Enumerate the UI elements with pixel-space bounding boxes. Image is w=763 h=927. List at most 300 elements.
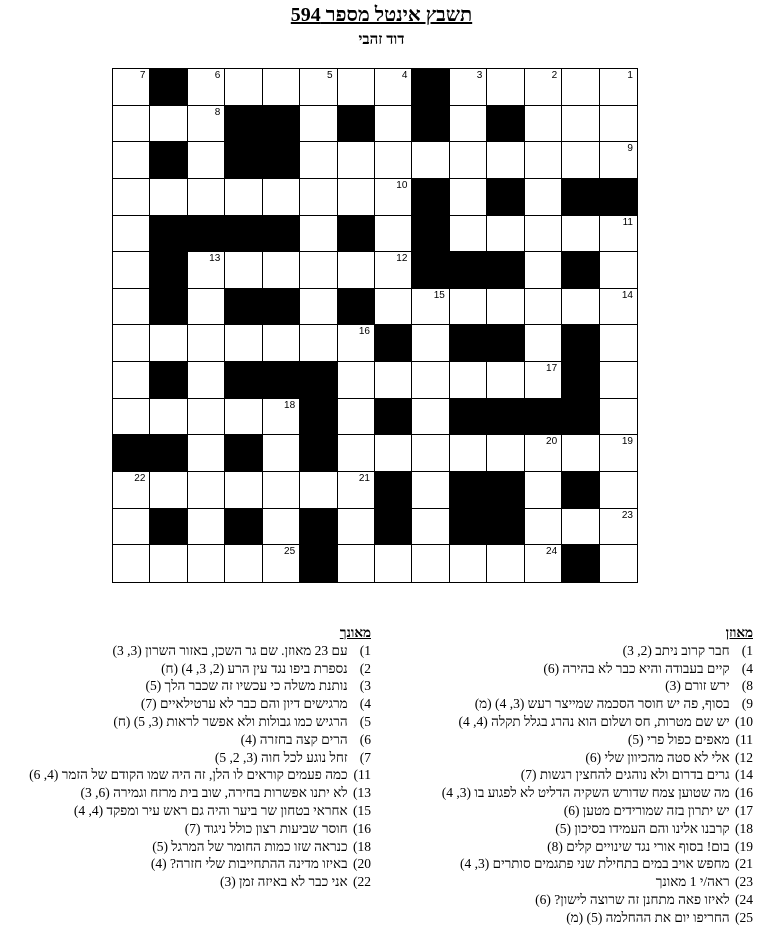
grid-cell[interactable] [562, 435, 599, 472]
clue-item [403, 838, 753, 856]
grid-cell[interactable] [188, 69, 225, 106]
clue-item [403, 677, 753, 695]
grid-cell[interactable] [562, 509, 599, 546]
grid-cell[interactable] [412, 509, 449, 546]
clue-text: נספרת ביפו נגד עין הרע (2, 3, 4) (ח) [161, 660, 348, 676]
grid-cell[interactable] [188, 435, 225, 472]
black-cell [113, 435, 150, 472]
clue-item [403, 695, 753, 713]
grid-cell[interactable] [450, 545, 487, 582]
clue-text: מחפש אויב במים בתחילת שני פתגמים סותרים (3, 4) [460, 856, 730, 872]
grid-cell[interactable] [113, 509, 150, 546]
clue-number: 22) [353, 874, 371, 890]
puzzle-author: דוד זהבי [358, 32, 405, 48]
cell-number: 5 [327, 70, 333, 81]
black-cell [263, 142, 300, 179]
grid-cell[interactable] [113, 362, 150, 399]
grid-cell[interactable] [450, 179, 487, 216]
grid-cell[interactable] [338, 142, 375, 179]
black-cell [300, 399, 337, 436]
grid-cell[interactable] [450, 289, 487, 326]
grid-cell[interactable] [338, 69, 375, 106]
grid-cell[interactable] [300, 106, 337, 143]
black-cell [450, 325, 487, 362]
grid-cell[interactable] [225, 325, 262, 362]
cell-number: 2 [551, 70, 558, 81]
grid-cell[interactable] [412, 142, 449, 179]
black-cell [338, 216, 375, 253]
black-cell [487, 106, 524, 143]
grid-cell[interactable] [300, 472, 337, 509]
clue-item [403, 660, 753, 678]
clue-text: חבר קרוב ניתב (2, 3) [622, 642, 730, 658]
clue-number: 12) [735, 749, 753, 765]
grid-cell[interactable] [188, 106, 225, 143]
cell-number: 7 [139, 70, 146, 81]
grid-cell[interactable] [113, 179, 150, 216]
black-cell [300, 362, 337, 399]
black-cell [375, 472, 412, 509]
clue-number: 23) [735, 874, 753, 890]
grid-cell[interactable] [487, 216, 524, 253]
grid-cell[interactable] [225, 545, 262, 582]
clue-text: ראה/י 1 מאונך [655, 874, 730, 890]
clue-text: עם 23 מאוזן. שם גר השכן, באזור השרון (3, 3) [112, 642, 348, 658]
down-clues [0, 624, 371, 891]
clue-number: 25) [735, 909, 753, 925]
grid-cell[interactable] [375, 545, 412, 582]
grid-cell[interactable] [300, 179, 337, 216]
grid-cell[interactable] [338, 179, 375, 216]
grid-cell[interactable] [188, 509, 225, 546]
grid-cell[interactable] [450, 362, 487, 399]
grid-cell[interactable] [338, 545, 375, 582]
grid-cell[interactable] [263, 325, 300, 362]
black-cell [150, 435, 187, 472]
clue-item [0, 731, 371, 749]
grid-cell[interactable] [600, 142, 637, 179]
grid-cell[interactable] [150, 472, 187, 509]
clue-number: 11) [353, 767, 371, 783]
grid-cell[interactable] [263, 435, 300, 472]
black-cell [338, 106, 375, 143]
grid-cell[interactable] [375, 289, 412, 326]
clue-number: 1) [359, 642, 371, 658]
clue-number: 6) [359, 731, 371, 747]
grid-cell[interactable] [600, 509, 637, 546]
grid-cell[interactable] [300, 69, 337, 106]
grid-cell[interactable] [562, 142, 599, 179]
grid-cell[interactable] [412, 289, 449, 326]
grid-cell[interactable] [525, 472, 562, 509]
black-cell [450, 509, 487, 546]
clue-item [0, 820, 371, 838]
grid-cell[interactable] [188, 472, 225, 509]
cell-number: 21 [358, 473, 370, 485]
grid-cell[interactable] [375, 362, 412, 399]
clue-number: 11) [735, 731, 753, 747]
grid-cell[interactable] [375, 142, 412, 179]
clue-number: 8) [741, 678, 753, 694]
black-cell [375, 399, 412, 436]
grid-cell[interactable] [300, 289, 337, 326]
grid-cell[interactable] [263, 509, 300, 546]
grid-cell[interactable] [375, 435, 412, 472]
black-cell [150, 289, 187, 326]
across-heading: מאוזן [725, 625, 753, 640]
grid-cell[interactable] [600, 545, 637, 582]
cell-number: 24 [546, 546, 558, 558]
grid-cell[interactable] [263, 179, 300, 216]
grid-cell[interactable] [487, 289, 524, 326]
grid-cell[interactable] [188, 252, 225, 289]
clue-item [0, 766, 371, 784]
clue-item [403, 873, 753, 891]
grid-cell[interactable] [375, 69, 412, 106]
cell-number: 6 [214, 70, 221, 81]
grid-cell[interactable] [375, 252, 412, 289]
grid-cell[interactable] [263, 545, 300, 582]
grid-cell[interactable] [338, 472, 375, 509]
black-cell [487, 179, 524, 216]
clue-number: 4) [359, 696, 371, 712]
black-cell [412, 252, 449, 289]
grid-cell[interactable] [525, 362, 562, 399]
grid-cell[interactable] [525, 252, 562, 289]
grid-cell[interactable] [225, 252, 262, 289]
clue-item [403, 766, 753, 784]
black-cell [263, 106, 300, 143]
grid-cell[interactable] [412, 325, 449, 362]
grid-cell[interactable] [600, 399, 637, 436]
grid-cell[interactable] [525, 545, 562, 582]
cell-number: 14 [621, 289, 633, 301]
black-cell [487, 325, 524, 362]
clue-text: אחראי בטחון שר ביער והיה גם ראש עיר ומפקד (4, 4) [73, 802, 348, 818]
clue-text: זחל נוגע לכל חוה (3, 2, 5) [214, 749, 348, 765]
grid-cell[interactable] [412, 435, 449, 472]
grid-cell[interactable] [600, 69, 637, 106]
grid-cell[interactable] [450, 106, 487, 143]
clue-number: 17) [735, 802, 753, 818]
black-cell [562, 362, 599, 399]
clue-number: 7) [359, 749, 371, 765]
clue-number: 18) [735, 820, 753, 836]
black-cell [562, 545, 599, 582]
grid-cell[interactable] [263, 399, 300, 436]
crossword-grid [112, 68, 638, 583]
clue-number: 13) [353, 785, 371, 801]
cell-number: 18 [284, 399, 296, 411]
cell-number: 12 [396, 253, 408, 265]
grid-cell[interactable] [525, 142, 562, 179]
clue-number: 2) [359, 660, 371, 676]
black-cell [225, 435, 262, 472]
clue-item [0, 695, 371, 713]
grid-cell[interactable] [412, 399, 449, 436]
grid-cell[interactable] [487, 142, 524, 179]
black-cell [412, 216, 449, 253]
grid-cell[interactable] [525, 325, 562, 362]
cell-number: 16 [358, 326, 370, 338]
grid-cell[interactable] [412, 472, 449, 509]
clue-item [0, 802, 371, 820]
black-cell [150, 509, 187, 546]
clue-text: בסוף, פה יש חוסר הסכמה שמייצר רעש (3, 4) (מ) [474, 696, 730, 712]
cell-number: 8 [214, 106, 221, 118]
grid-cell[interactable] [600, 252, 637, 289]
black-cell [487, 472, 524, 509]
grid-cell[interactable] [150, 106, 187, 143]
grid-cell[interactable] [338, 252, 375, 289]
black-cell [562, 472, 599, 509]
clue-item [0, 713, 371, 731]
grid-cell[interactable] [525, 509, 562, 546]
grid-cell[interactable] [412, 545, 449, 582]
grid-cell[interactable] [300, 325, 337, 362]
clue-text: הרגיש כמו גבולות ולא אפשר לראות (3, 5) (ח) [113, 713, 348, 729]
clue-item [403, 784, 753, 802]
clue-text: החריפו יום את ההחלמה (5) (מ) [566, 909, 730, 925]
grid-cell[interactable] [225, 472, 262, 509]
cell-number: 25 [284, 546, 296, 558]
clue-number: 4) [741, 660, 753, 676]
cell-number: 10 [396, 179, 408, 191]
grid-cell[interactable] [375, 179, 412, 216]
cell-number: 17 [546, 363, 558, 375]
clue-text: יש שם מטרות, חס ושלום הוא נהרג בגלל תקלה (4, 4) [458, 713, 730, 729]
clue-item [0, 855, 371, 873]
grid-cell[interactable] [600, 362, 637, 399]
clue-number: 21) [735, 856, 753, 872]
clue-text: יש יתרון בזה שמורידים מטען (6) [563, 802, 730, 818]
grid-cell[interactable] [150, 179, 187, 216]
clue-number: 5) [359, 713, 371, 729]
clue-item [403, 713, 753, 731]
clue-number: 19) [735, 838, 753, 854]
across-clues [403, 624, 753, 927]
grid-cell[interactable] [188, 142, 225, 179]
black-cell [225, 142, 262, 179]
grid-cell[interactable] [525, 69, 562, 106]
grid-cell[interactable] [188, 289, 225, 326]
grid-cell[interactable] [487, 545, 524, 582]
clue-text: כמה פעמים קוראים לו הלן, זה היה שמו הקודם של הזמר (4, 6) [29, 767, 348, 783]
grid-cell[interactable] [375, 216, 412, 253]
clue-text: ירש זורם (3) [665, 678, 730, 694]
grid-cell[interactable] [562, 106, 599, 143]
grid-cell[interactable] [525, 289, 562, 326]
grid-cell[interactable] [487, 69, 524, 106]
grid-cell[interactable] [338, 435, 375, 472]
clue-item [0, 838, 371, 856]
grid-cell[interactable] [338, 399, 375, 436]
grid-cell[interactable] [600, 106, 637, 143]
grid-cell[interactable] [188, 362, 225, 399]
black-cell [225, 362, 262, 399]
cell-number: 20 [546, 436, 558, 448]
grid-cell[interactable] [188, 179, 225, 216]
grid-cell[interactable] [450, 435, 487, 472]
grid-cell[interactable] [225, 399, 262, 436]
grid-cell[interactable] [375, 106, 412, 143]
black-cell [487, 509, 524, 546]
clue-item [0, 749, 371, 767]
grid-cell[interactable] [113, 106, 150, 143]
black-cell [562, 252, 599, 289]
grid-cell[interactable] [113, 545, 150, 582]
grid-cell[interactable] [450, 142, 487, 179]
black-cell [150, 216, 187, 253]
grid-cell[interactable] [150, 325, 187, 362]
grid-cell[interactable] [113, 69, 150, 106]
clue-text: לא יתנו אפשרות בחירה, שוב בית מרזח וגמירה (6, 3) [80, 785, 348, 801]
grid-cell[interactable] [113, 399, 150, 436]
black-cell [188, 216, 225, 253]
grid-cell[interactable] [113, 289, 150, 326]
grid-cell[interactable] [450, 69, 487, 106]
clue-text: באיזו מדינה ההתחייבות שלי חזרה? (4) [150, 856, 348, 872]
black-cell [150, 69, 187, 106]
clue-number: 3) [359, 678, 371, 694]
grid-cell[interactable] [188, 325, 225, 362]
grid-cell[interactable] [525, 435, 562, 472]
black-cell [375, 325, 412, 362]
black-cell [300, 545, 337, 582]
grid-cell[interactable] [150, 399, 187, 436]
cell-number: 9 [627, 143, 633, 155]
black-cell [487, 399, 524, 436]
grid-cell[interactable] [562, 69, 599, 106]
cell-number: 11 [622, 216, 633, 228]
clue-text: הרים קצה בחזרה (4) [240, 731, 348, 747]
cell-number: 4 [401, 70, 408, 81]
black-cell [300, 435, 337, 472]
grid-cell[interactable] [113, 216, 150, 253]
grid-cell[interactable] [338, 325, 375, 362]
grid-cell[interactable] [487, 362, 524, 399]
grid-cell[interactable] [150, 545, 187, 582]
grid-cell[interactable] [263, 69, 300, 106]
clue-text: מרגישים דיון והם כבר לא ערטילאיים (7) [140, 696, 348, 712]
black-cell [412, 106, 449, 143]
clue-number: 24) [735, 891, 753, 907]
black-cell [225, 509, 262, 546]
clue-item [403, 891, 753, 909]
down-list [0, 642, 371, 891]
grid-cell[interactable] [525, 179, 562, 216]
grid-cell[interactable] [600, 435, 637, 472]
black-cell [562, 399, 599, 436]
clue-item [403, 642, 753, 660]
clue-number: 16) [353, 820, 371, 836]
cell-number: 3 [476, 70, 483, 81]
cell-number: 23 [621, 509, 633, 521]
across-list [403, 642, 753, 927]
grid-cell[interactable] [450, 216, 487, 253]
grid-cell[interactable] [600, 289, 637, 326]
grid-cell[interactable] [600, 472, 637, 509]
black-cell [450, 472, 487, 509]
grid-cell[interactable] [113, 142, 150, 179]
grid-cell[interactable] [338, 362, 375, 399]
grid-cell[interactable] [113, 325, 150, 362]
clue-number: 9) [741, 696, 753, 712]
clue-text: אני כבר לא באיזה זמן (3) [219, 874, 348, 890]
clue-number: 18) [353, 838, 371, 854]
clue-text: אלי לא סטה מהכיוון שלי (6) [585, 749, 730, 765]
grid-cell[interactable] [300, 142, 337, 179]
black-cell [562, 179, 599, 216]
clue-item [403, 855, 753, 873]
grid-cell[interactable] [225, 179, 262, 216]
black-cell [300, 509, 337, 546]
grid-cell[interactable] [300, 252, 337, 289]
black-cell [338, 289, 375, 326]
grid-cell[interactable] [263, 472, 300, 509]
grid-cell[interactable] [525, 106, 562, 143]
black-cell [263, 289, 300, 326]
grid-cell[interactable] [225, 69, 262, 106]
clue-number: 10) [735, 713, 753, 729]
cell-number: 1 [627, 70, 633, 81]
cell-number: 13 [209, 253, 221, 265]
grid-cell[interactable] [600, 325, 637, 362]
black-cell [150, 142, 187, 179]
black-cell [225, 106, 262, 143]
black-cell [450, 399, 487, 436]
grid-cell[interactable] [562, 216, 599, 253]
black-cell [562, 325, 599, 362]
black-cell [450, 252, 487, 289]
grid-cell[interactable] [525, 216, 562, 253]
black-cell [263, 362, 300, 399]
clue-text: גרים בדרום ולא נוהגים להחצין רגשות (7) [520, 767, 730, 783]
grid-cell[interactable] [600, 216, 637, 253]
clue-text: מאפים כפול פרי (5) [627, 731, 730, 747]
grid-cell[interactable] [412, 362, 449, 399]
grid-cell[interactable] [113, 472, 150, 509]
grid-cell[interactable] [338, 509, 375, 546]
black-cell [225, 289, 262, 326]
clue-text: קרבנו אלינו והם העמידו בסיכון (5) [555, 820, 730, 836]
black-cell [225, 216, 262, 253]
clue-item [0, 677, 371, 695]
clue-text: בום! בסוף אורי נגד שינויים קלים (8) [547, 838, 730, 854]
clue-item [0, 784, 371, 802]
black-cell [263, 216, 300, 253]
grid-cell[interactable] [263, 252, 300, 289]
clue-text: נותנת משלה כי עכשיו זה שכבר הלך (5) [145, 678, 348, 694]
grid-cell[interactable] [300, 216, 337, 253]
grid-cell[interactable] [113, 252, 150, 289]
black-cell [412, 179, 449, 216]
clue-item [0, 642, 371, 660]
clue-item [403, 820, 753, 838]
grid-cell[interactable] [562, 289, 599, 326]
clue-number: 14) [735, 767, 753, 783]
grid-cell[interactable] [188, 399, 225, 436]
black-cell [412, 69, 449, 106]
black-cell [375, 509, 412, 546]
clue-item [0, 873, 371, 891]
grid-cell[interactable] [188, 545, 225, 582]
clue-number: 1) [741, 642, 753, 658]
black-cell [525, 399, 562, 436]
grid-cell[interactable] [487, 435, 524, 472]
cell-number: 15 [433, 289, 445, 301]
clue-item [0, 660, 371, 678]
